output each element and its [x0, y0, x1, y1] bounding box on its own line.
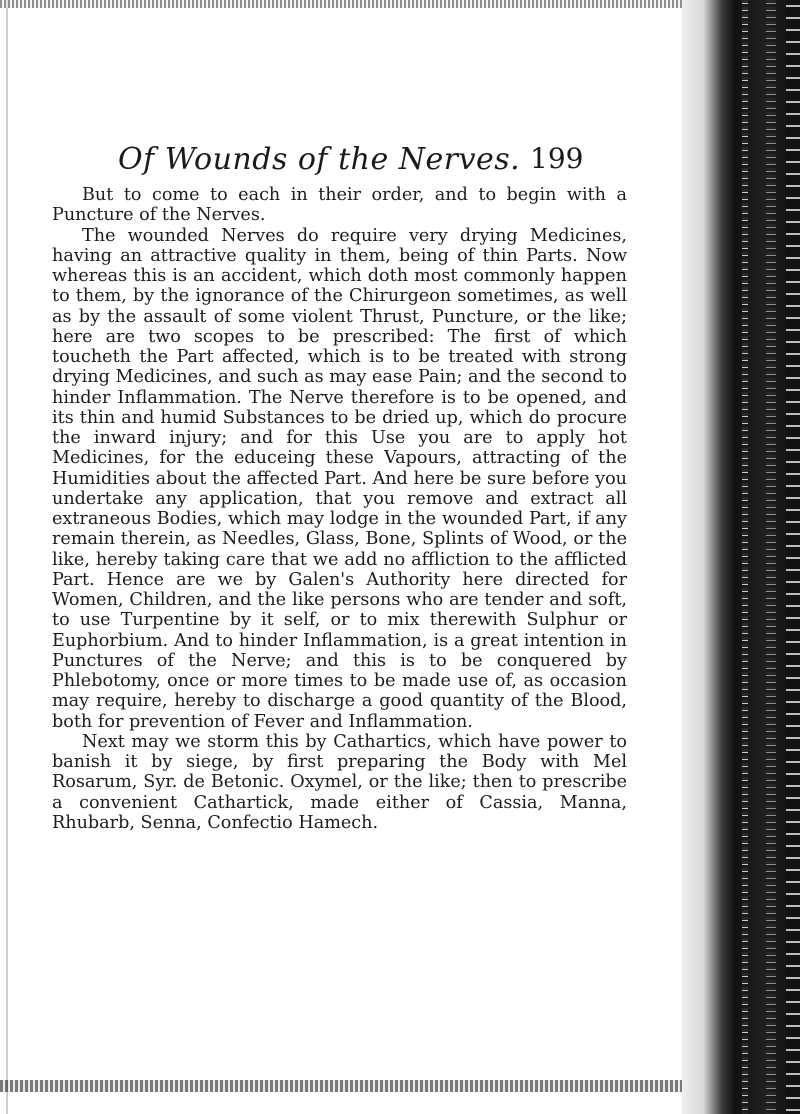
paragraph-2: The wounded Nerves do require very drying Medicines, having an attractive quality in them, being of thin Parts. Now whereas this is an accident, which doth most commonly happen to them, by the ignorance of the Chirurgeon sometimes, as well as by the assault of some violent Thrust, Puncture, or the like; here are two scopes to be prescribed: The first of which toucheth the Part affected, which is to be treated with strong drying Medicines, and such as may ease Pain; and the second to hinder Inflammation. The Nerve therefore is to be opened, and its thin and humid Substances to be dried up, which do procure the inward injury; and for this Use you are to apply hot Medicines, for the educeing these Vapours, attracting of the Humidities about the affected Part. And here be sure before you undertake any application, that you remove and extract all extraneous Bodies, which may lodge in the wounded Part, if any remain therein, as Needles, Glass, Bone, Splints of Wood, or the like, hereby taking care that we add no affliction to the afflicted Part. Hence are we by Galen's Authority here directed for Women, Children, and the like persons who are tender and soft, to use Turpentine by it self, or to mix therewith Sulphur or Euphorbium. And to hinder Inflammation, is a great intention in Punctures of the Nerve; and this is to be conquered by Phlebotomy, once or more times to be made use of, as occasion may require, hereby to discharge a good quantity of the Blood, both for prevention of Fever and Inflammation.	[52, 225, 627, 732]
page-bottom-edge	[0, 1080, 690, 1092]
running-head: Of Wounds of the Nerves.	[118, 142, 521, 177]
page-number: 199	[530, 142, 584, 175]
body-text	[52, 185, 627, 833]
binding-stitch-strip	[786, 0, 800, 1114]
paragraph-1: But to come to each in their order, and to begin with a Puncture of the Nerves.	[52, 185, 627, 226]
page-top-edge	[0, 0, 690, 8]
binding-stitch-strip	[766, 0, 776, 1114]
binding-stitch-strip	[742, 0, 748, 1114]
paragraph-3: Next may we storm this by Cathartics, which have power to banish it by siege, by first preparing the Body with Mel Rosarum, Syr. de Betonic. Oxymel, or the like; then to prescribe a convenient Cathartick, made either of Cassia, Manna, Rhubarb, Senna, Confectio Hamech.	[52, 731, 627, 833]
page-left-rule	[6, 0, 8, 1114]
book-binding-edge	[682, 0, 800, 1114]
